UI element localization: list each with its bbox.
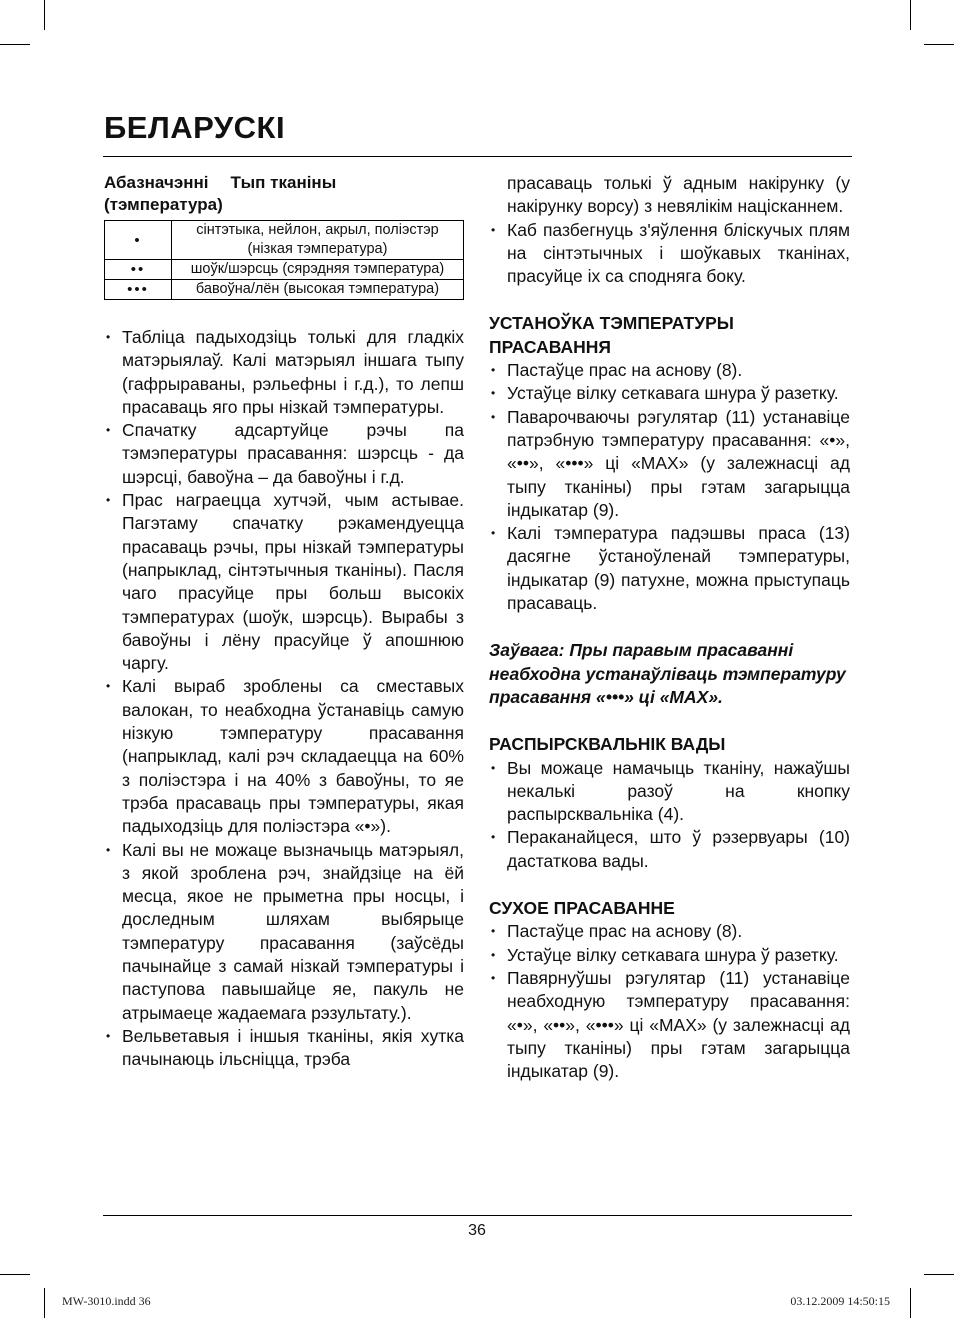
left-column <box>104 172 464 1072</box>
header-rule <box>103 156 852 157</box>
section-heading-temperature: УСТАНОЎКА ТЭМПЕРАТУРЫ ПРАСАВАННЯ <box>489 313 734 357</box>
fabric-type: сінтэтыка, нейлон, акрыл, поліэстэр (нізкая тэмпература) <box>172 221 464 260</box>
page-title: БЕЛАРУСКІ <box>104 110 286 145</box>
table-row <box>105 221 464 260</box>
crop-mark <box>924 44 954 45</box>
crop-mark <box>44 0 45 30</box>
table-row <box>105 280 464 300</box>
list-item: • Пастаўце прас на аснову (8). <box>489 359 850 382</box>
table-header-fabric: Тып тканіны <box>230 173 337 192</box>
list-item: • Вельветавыя і іншыя тканіны, якія хутка пачынаюць ільсніцца, трэба <box>104 1025 464 1072</box>
right-column <box>489 172 850 1083</box>
list-item: • Табліца падыходзіць толькі для гладкіх матэрыялаў. Калі матэрыял іншага тыпу (гафрыраваны, рэльефны і г.д.), то лепш прасаваць яго пры нізкай тэмпературы. <box>104 326 464 419</box>
list-item: • Пераканайцеся, што ў рэзервуары (10) дастаткова вады. <box>489 826 850 873</box>
table-row <box>105 260 464 280</box>
table-header-temperature: (тэмпература) <box>104 195 223 214</box>
list-item: • Павярнуўшы рэгулятар (11) устанавіце неабходную тэмпературу прасавання: «•», «••», «•••» ці «MAX» (у залежнасці ад тыпу тканіны) пры гэтам загарыцца індыкатар (9). <box>489 967 850 1083</box>
temperature-table <box>104 220 464 300</box>
table-header-symbols: Абазначэнні <box>104 173 209 192</box>
temp-dots: •• <box>105 260 172 280</box>
page-number: 36 <box>468 1222 486 1239</box>
table-heading <box>104 172 464 216</box>
list-item: • Устаўце вілку сеткавага шнура ў разетку. <box>489 944 850 967</box>
list-item: • Калі тэмпература падэшвы праса (13) дасягне ўстаноўленай тэмпературы, індыкатар (9) патухне, можна прыступаць прасаваць. <box>489 522 850 615</box>
crop-mark <box>0 44 30 45</box>
fabric-type: бавоўна/лён (высокая тэмпература) <box>172 280 464 300</box>
list-item: • Каб пазбегнуць з'яўлення бліскучых плям на сінтэтычных і шоўкавых тканінах, прасуйце іх са споднягa боку. <box>489 219 850 289</box>
list-item: • Калі вы не можаце вызначыць матэрыял, з якой зроблена рэч, знайдзіце на ёй месца, якое не прыметна пры носцы, і доследным шляхам выбярыце тэмпературу прасавання (заўсёды пачынайце з самай нізкай тэмпературы і паступова павышайце яе, пакуль не атрымаеце жадаемага рэзультату.). <box>104 839 464 1025</box>
file-info: MW-3010.indd 36 <box>62 1294 151 1308</box>
crop-mark <box>910 0 911 30</box>
list-item: • Калі выраб зроблены са сместавых валокан, то неабходна ўстанавіць самую нізкую тэмпературу прасавання (напрыклад, калі рэч складаецца на 60% з поліэстэра і на 40% з бавоўны, то яе трэба прасаваць пры тэмпературы, якая падыходзіць для поліэстэра «•»). <box>104 675 464 838</box>
crop-mark <box>44 1288 45 1318</box>
temp-dots: • <box>105 221 172 260</box>
section-heading-sprayer: РАСПЫРСКВАЛЬНІК ВАДЫ <box>489 734 726 755</box>
crop-mark <box>924 1274 954 1275</box>
steam-note: Заўвага: Пры паравым прасаванні неабходна устанаўліваць тэмпературу прасавання «•••» ці «MAX». <box>489 640 846 707</box>
list-item: • Прас награецца хутчэй, чым астывае. Пагэтаму спачатку рэкамендуецца прасаваць рэчы, пры нізкай тэмпературы (напрыклад, сінтэтычныя тканіны). Пасля чаго прасуйце пры больш высокіх тэмпературах (шоўк, шэрсць). Вырабы з бавоўны і лёну прасуйце ў апошнюю чаргу. <box>104 489 464 675</box>
sprayer-steps <box>489 757 850 873</box>
temperature-steps <box>489 359 850 615</box>
ironing-tips-continued <box>489 172 850 288</box>
ironing-tips-list <box>104 326 464 1072</box>
footer-rule <box>103 1215 852 1216</box>
list-item: • Спачатку адсартуйце рэчы па тэмэпературы прасавання: шэрсць - да шэрсці, бавоўна – да бавоўны і г.д. <box>104 419 464 489</box>
list-item: • Устаўце вілку сеткавага шнура ў разетку. <box>489 382 850 405</box>
list-item: • Паварочваючы рэгулятар (11) устанавіце патрэбную тэмпературу прасавання: «•», «••», «•••» ці «MAX» (у залежнасці ад тыпу тканіны) пры гэтам загарыцца індыкатар (9). <box>489 406 850 522</box>
fabric-type: шоўк/шэрсць (сярэдняя тэмпература) <box>172 260 464 280</box>
print-timestamp: 03.12.2009 14:50:15 <box>790 1294 890 1308</box>
list-item: • Пастаўце прас на аснову (8). <box>489 920 850 943</box>
temp-dots: ••• <box>105 280 172 300</box>
section-heading-dry-ironing: СУХОЕ ПРАСАВАННЕ <box>489 898 675 919</box>
crop-mark <box>0 1274 30 1275</box>
list-item-continued: прасаваць толькі ў адным накірунку (у накірунку ворсу) з невялікім націсканнем. <box>507 173 850 217</box>
dry-ironing-steps <box>489 920 850 1083</box>
list-item: • Вы можаце намачыць тканіну, нажаўшы некалькі разоў на кнопку распырсквальніка (4). <box>489 757 850 827</box>
crop-mark <box>910 1288 911 1318</box>
